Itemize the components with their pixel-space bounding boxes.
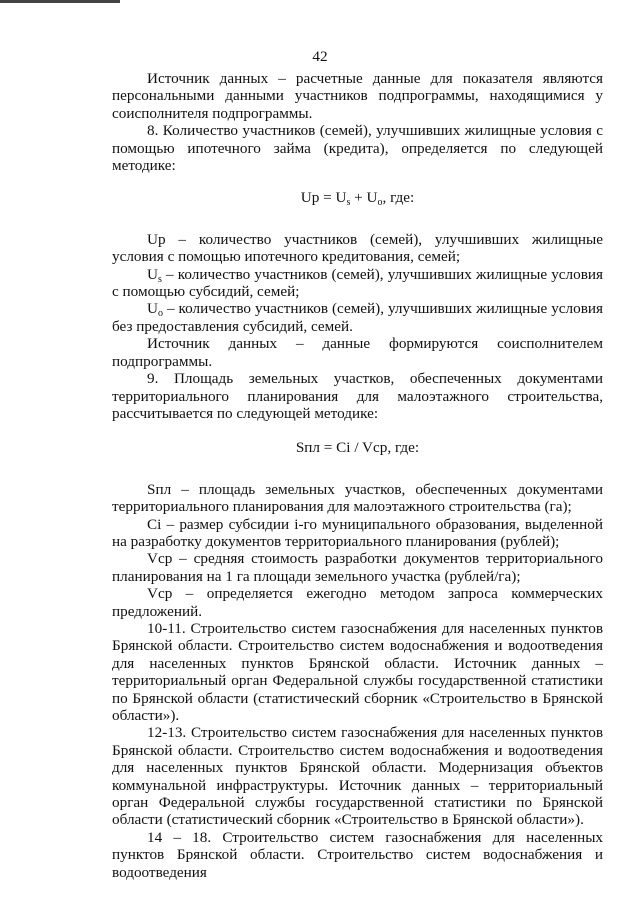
- scan-edge-line: [0, 0, 120, 3]
- paragraph-data-source-2: Источник данных – данные формируются соисполнителем подпрограммы.: [112, 335, 603, 370]
- formula-spl: Sпл = Ci / Vcp, где:: [295, 439, 420, 457]
- paragraph-item-9: 9. Площадь земельных участков, обеспеченных документами территориального планирования для малоэтажного строительства, рассчитывается по следующей методике:: [112, 370, 603, 422]
- page-number: 42: [312, 48, 328, 65]
- definition-up: Up – количество участников (семей), улучшивших жилищные условия с помощью ипотечного кредитования, семей;: [112, 230, 603, 266]
- paragraph-data-source: Источник данных – расчетные данные для показателя являются персональными данными участников подпрограммы, находящимися у соисполнителя подпрограммы.: [112, 70, 603, 122]
- definition-vcp: Vcp – средняя стоимость разработки документов территориального планирования на 1 га площади земельного участка (рублей/га);: [112, 550, 603, 585]
- paragraph-items-14-18: 14 – 18. Строительство систем газоснабжения для населенных пунктов Брянской области. Строительство систем водоснабжения и водоотведения: [112, 828, 603, 881]
- definition-us: $U_s$ – количество участников (семей), улучшивших жилищные условия с помощью субсидий, семей;: [112, 265, 603, 301]
- definition-ci: Ci – размер субсидии i-го муниципального образования, выделенной на разработку документов территориального планирования (рублей);: [112, 515, 603, 550]
- document-body: [112, 70, 603, 881]
- definition-spl: Sпл – площадь земельных участков, обеспеченных документами территориального планирования для малоэтажного строительства (га);: [112, 480, 603, 516]
- paragraph-item-8: 8. Количество участников (семей), улучшивших жилищные условия с помощью ипотечного займа (кредита), определяется по следующей методике:: [112, 122, 603, 175]
- paragraph-items-12-13: 12-13. Строительство систем газоснабжения для населенных пунктов Брянской области. Строительство систем водоснабжения и водоотведения для населенных пунктов Брянской области. Модернизация объектов коммунальной инфраструктуры. Источник данных – территориальный орган Федеральной службы государственной статистики по Брянской области (статистический сборник «Строительство в Брянской области»).: [112, 724, 603, 829]
- formula-up: $Up = U_s + U_o$, где:: [300, 189, 415, 209]
- definition-uo: $U_o$ – количество участников (семей), улучшивших жилищные условия без предоставления субсидий, семей.: [112, 300, 603, 335]
- definition-vcp-method: Vcp – определяется ежегодно методом запроса коммерческих предложений.: [112, 585, 603, 620]
- paragraph-items-10-11: 10-11. Строительство систем газоснабжения для населенных пунктов Брянской области. Строительство систем водоснабжения и водоотведения для населенных пунктов Брянской области. Источник данных – территориальный орган Федеральной службы государственной статистики по Брянской области (статистический сборник «Строительство в Брянской области»).: [112, 619, 603, 724]
